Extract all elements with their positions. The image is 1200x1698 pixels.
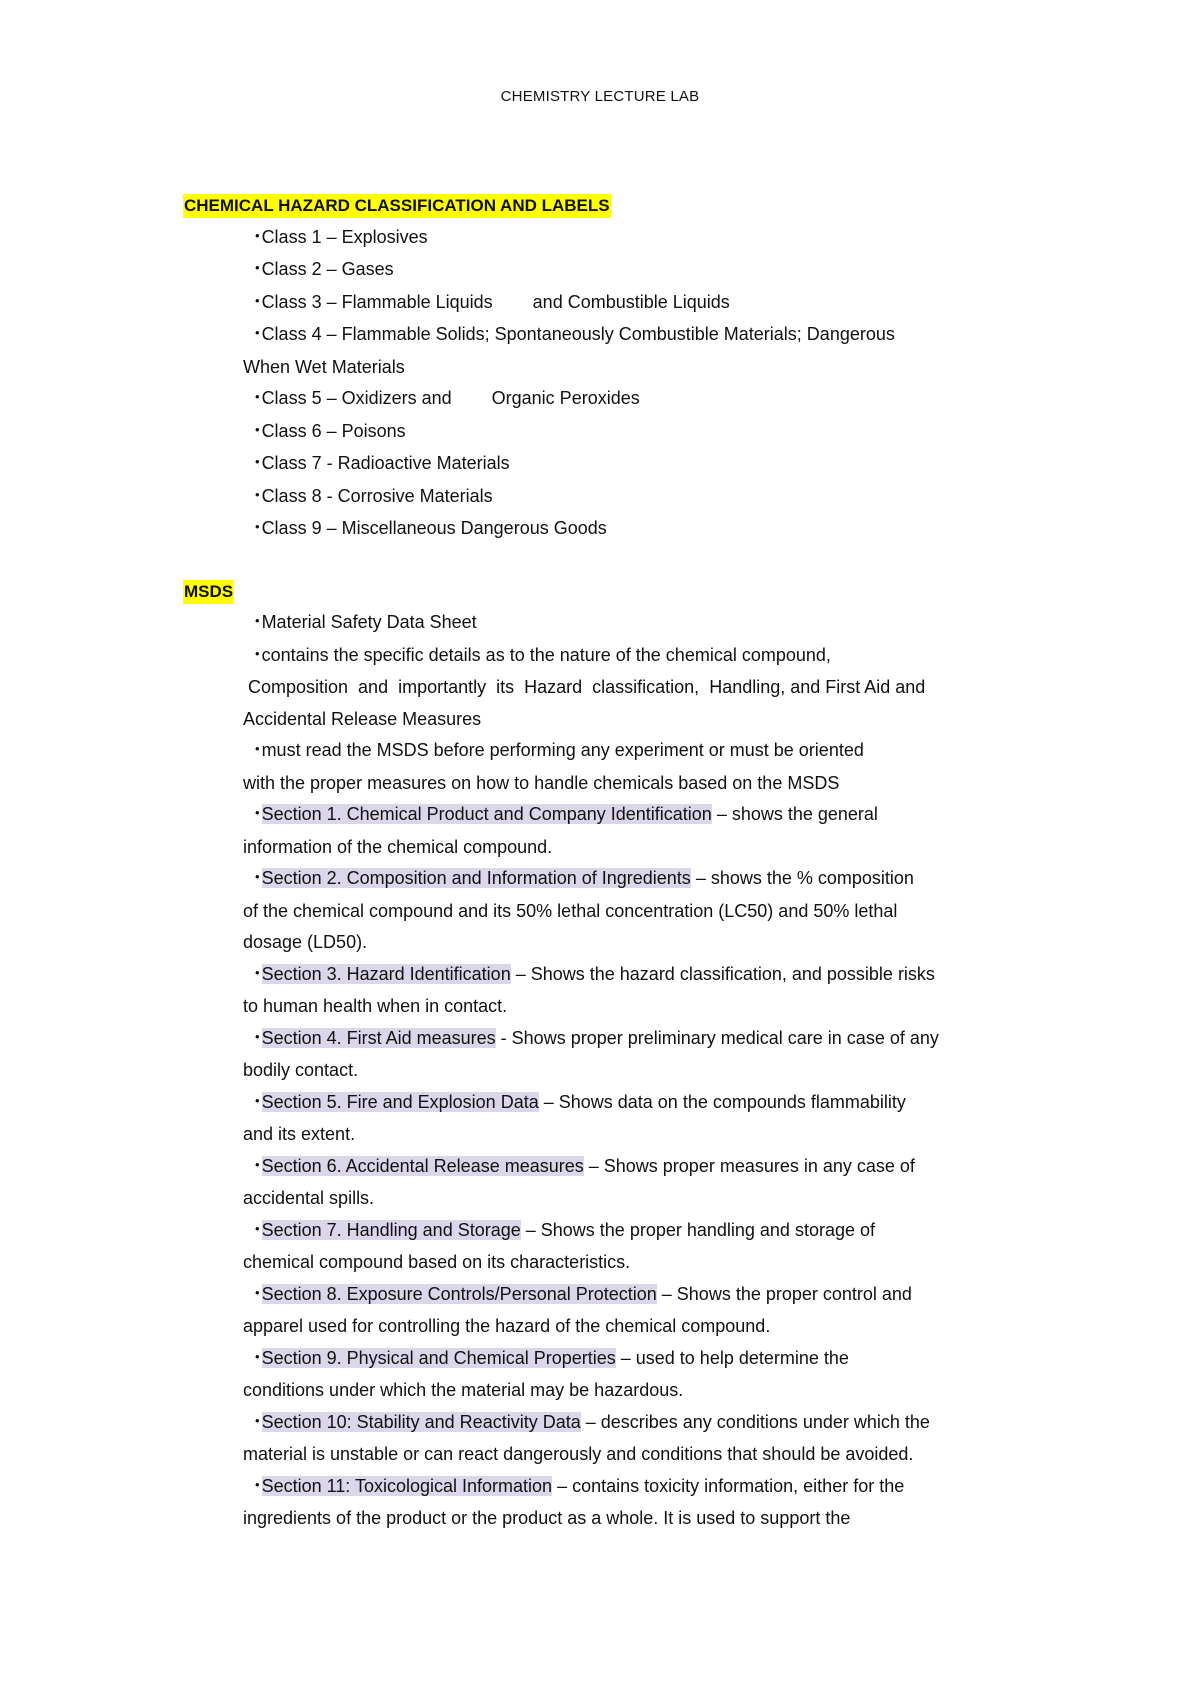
section-title: Section 1. Chemical Product and Company Identification <box>261 804 712 824</box>
section-title: Section 7. Handling and Storage <box>261 1219 521 1240</box>
list-item <box>183 735 1033 799</box>
section-title: Section 5. Fire and Explosion Data <box>261 1091 539 1112</box>
msds-section-item <box>183 1279 1033 1343</box>
section-description-continuation: information of the chemical compound. <box>243 836 553 857</box>
list-item-text: Material Safety Data Sheet <box>261 612 477 632</box>
section-description-continuation: accidental spills. <box>243 1188 375 1208</box>
section-title: Section 4. First Aid measures <box>261 1027 496 1048</box>
list-item-text: Class 5 – Oxidizers and <box>261 388 452 408</box>
section-description-continuation: chemical compound based on its characteristics. <box>243 1252 631 1272</box>
msds-list <box>183 607 1033 1535</box>
list-item-continuation: Composition and importantly its Hazard classification, Handling, and First Aid and <box>243 677 926 697</box>
list-item <box>183 513 1033 546</box>
section-description-continuation: of the chemical compound and its 50% lethal concentration (LC50) and 50% lethal <box>243 900 898 921</box>
section-description-continuation: material is unstable or can react dangerously and conditions that should be avoided. <box>243 1444 914 1464</box>
msds-section-item <box>183 1215 1033 1279</box>
list-item <box>183 607 1033 640</box>
bullet-icon: • <box>255 260 260 275</box>
list-item-text: Class 3 – Flammable Liquids <box>261 291 493 312</box>
list-item-text: Class 2 – Gases <box>261 259 394 279</box>
list-item-text: must read the MSDS before performing any experiment or must be oriented <box>261 740 864 760</box>
section-description: - Shows proper preliminary medical care in case of any <box>495 1027 939 1048</box>
section-description: – Shows proper measures in any case of <box>583 1155 915 1176</box>
section-description: – contains toxicity information, either for the <box>552 1475 905 1496</box>
list-item-continuation: When Wet Materials <box>243 356 405 377</box>
bullet-icon: • <box>255 613 260 628</box>
bullet-icon: • <box>255 869 260 884</box>
section-title: Section 9. Physical and Chemical Properties <box>261 1347 616 1368</box>
bullet-icon: • <box>255 227 260 243</box>
bullet-icon: • <box>255 389 260 404</box>
hazard-heading: CHEMICAL HAZARD CLASSIFICATION AND LABELS <box>183 194 611 218</box>
list-item-text: and Combustible Liquids <box>532 291 730 312</box>
msds-heading: MSDS <box>183 580 234 604</box>
section-description: – Shows data on the compounds flammability <box>538 1091 906 1112</box>
section-title: Section 8. Exposure Controls/Personal Protection <box>261 1283 657 1304</box>
section-description: – shows the general <box>711 804 878 824</box>
bullet-icon: • <box>255 1476 260 1492</box>
bullet-icon: • <box>255 454 260 469</box>
list-item <box>183 287 1033 320</box>
bullet-icon: • <box>255 325 260 340</box>
msds-section-item <box>183 959 1033 1023</box>
msds-section <box>183 576 1033 1535</box>
list-item <box>183 222 1033 255</box>
section-description: – describes any conditions under which the <box>580 1411 930 1432</box>
bullet-icon: • <box>255 964 260 980</box>
list-item <box>183 319 1033 383</box>
section-title: Section 10: Stability and Reactivity Data <box>261 1411 581 1432</box>
msds-section-item <box>183 863 1033 959</box>
list-item-text: Class 9 – Miscellaneous Dangerous Goods <box>261 518 607 538</box>
bullet-icon: • <box>255 1348 260 1364</box>
section-description: – Shows the proper handling and storage of <box>520 1219 875 1240</box>
msds-section-item <box>183 1151 1033 1215</box>
section-description-continuation: and its extent. <box>243 1124 356 1144</box>
list-item-text: contains the specific details as to the nature of the chemical compound, <box>261 644 831 665</box>
bullet-icon: • <box>255 486 260 502</box>
bullet-icon: • <box>255 741 260 756</box>
section-description: – Shows the hazard classification, and possible risks <box>510 963 935 984</box>
bullet-icon: • <box>255 292 260 308</box>
msds-section-item <box>183 1407 1033 1471</box>
msds-section-item <box>183 1471 1033 1535</box>
msds-section-item <box>183 1023 1033 1087</box>
bullet-icon: • <box>255 1092 260 1108</box>
section-title: Section 2. Composition and Information of Ingredients <box>261 868 691 888</box>
section-description-continuation: conditions under which the material may be hazardous. <box>243 1380 684 1400</box>
section-description-continuation: ingredients of the product or the product as a whole. It is used to support the <box>243 1508 851 1528</box>
list-item-continuation: Accidental Release Measures <box>243 708 482 729</box>
bullet-icon: • <box>255 1156 260 1172</box>
bullet-icon: • <box>255 1220 260 1236</box>
list-item <box>183 383 1033 416</box>
list-item <box>183 481 1033 514</box>
bullet-icon: • <box>255 421 260 437</box>
bullet-icon: • <box>255 805 260 820</box>
section-description-continuation: to human health when in contact. <box>243 996 508 1016</box>
section-description: – shows the % composition <box>690 868 914 888</box>
page-header: CHEMISTRY LECTURE LAB <box>500 88 700 105</box>
bullet-icon: • <box>255 1028 260 1044</box>
msds-section-item <box>183 1087 1033 1151</box>
section-title: Section 6. Accidental Release measures <box>261 1155 584 1176</box>
bullet-icon: • <box>255 1412 260 1428</box>
list-item <box>183 416 1033 449</box>
list-item <box>183 448 1033 481</box>
list-item-text: Organic Peroxides <box>491 388 640 408</box>
bullet-icon: • <box>255 519 260 534</box>
list-item-text: Class 4 – Flammable Solids; Spontaneously Combustible Materials; Dangerous <box>261 324 895 344</box>
msds-section-item <box>183 1343 1033 1407</box>
section-description: – Shows the proper control and <box>656 1283 912 1304</box>
hazard-class-list <box>183 222 1033 546</box>
section-description-continuation: apparel used for controlling the hazard of the chemical compound. <box>243 1316 771 1336</box>
list-item-text: Class 6 – Poisons <box>261 420 406 441</box>
list-item-text: Class 8 - Corrosive Materials <box>261 485 493 506</box>
hazard-section <box>183 190 1033 546</box>
section-description-continuation: bodily contact. <box>243 1060 359 1080</box>
list-item <box>183 254 1033 287</box>
list-item-continuation: with the proper measures on how to handle chemicals based on the MSDS <box>243 772 840 793</box>
bullet-icon: • <box>255 1284 260 1300</box>
section-title: Section 11: Toxicological Information <box>261 1475 553 1496</box>
section-description-continuation: dosage (LD50). <box>243 932 368 952</box>
document-body <box>183 190 1033 1535</box>
list-item-text: Class 7 - Radioactive Materials <box>261 453 510 473</box>
list-item <box>183 640 1033 736</box>
section-title: Section 3. Hazard Identification <box>261 963 511 984</box>
bullet-icon: • <box>255 645 260 661</box>
msds-section-item <box>183 799 1033 863</box>
section-description: – used to help determine the <box>615 1347 849 1368</box>
list-item-text: Class 1 – Explosives <box>261 226 428 247</box>
